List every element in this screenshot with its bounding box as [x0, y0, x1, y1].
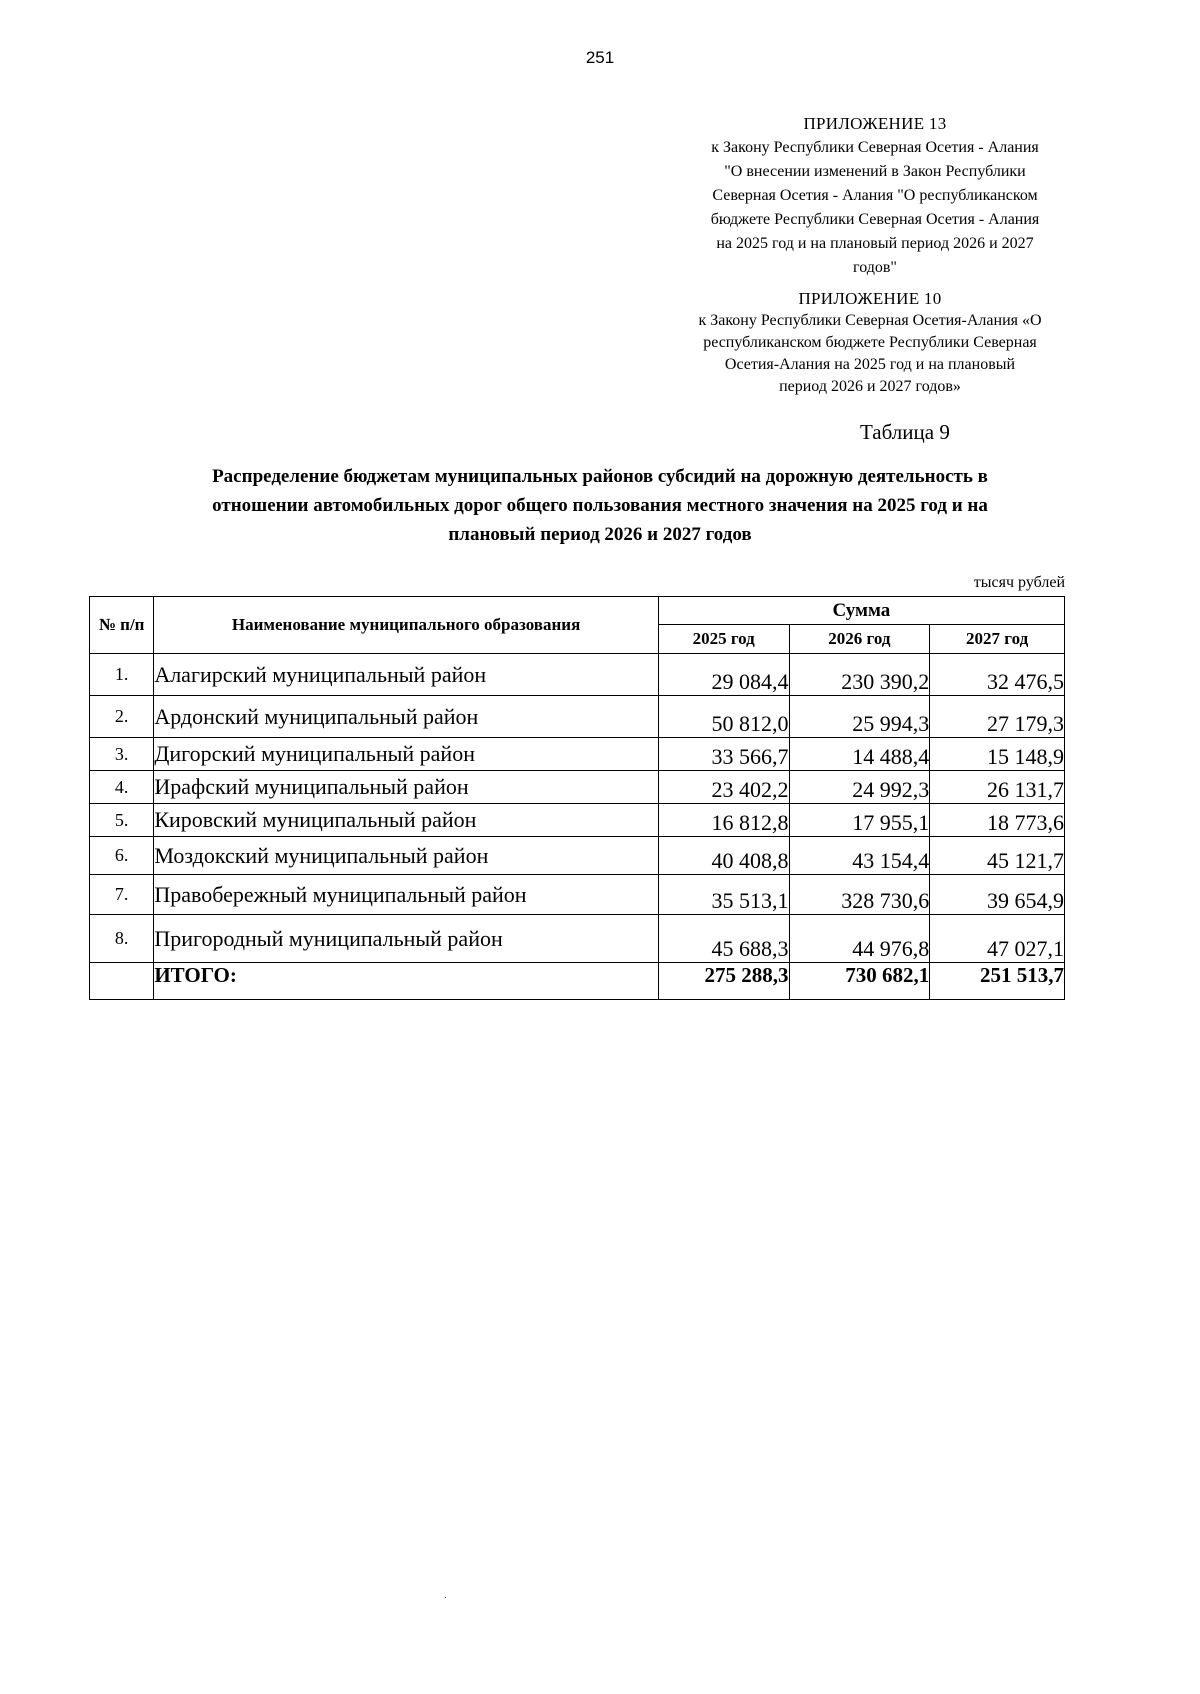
- row-num: 6.: [90, 837, 154, 875]
- appendix-13-line: бюджете Республики Северная Осетия - Алания: [710, 211, 1040, 228]
- row-value-2025: 40 408,8: [658, 837, 789, 875]
- row-value-2025: 16 812,8: [658, 804, 789, 837]
- row-value-2025: 50 812,0: [658, 696, 789, 738]
- header-num: № п/п: [90, 597, 154, 654]
- row-value-2026: 24 992,3: [789, 771, 930, 804]
- row-value-2027: 27 179,3: [930, 696, 1065, 738]
- row-value-2027: 32 476,5: [930, 654, 1065, 696]
- table-row: [90, 804, 1065, 837]
- document-title-line: плановый период 2026 и 2027 годов: [448, 524, 752, 545]
- table-row: [90, 738, 1065, 771]
- appendix-10-line: к Закону Республики Северная Осетия-Алания «О: [698, 312, 1042, 329]
- table-row: [90, 771, 1065, 804]
- appendix-10-block: [665, 288, 1075, 398]
- appendix-10-line: период 2026 и 2027 годов»: [779, 378, 961, 395]
- table-total-row: [90, 963, 1065, 1000]
- appendix-13-line: Северная Осетия - Алания "О республиканском: [712, 187, 1038, 204]
- row-value-2026: 328 730,6: [789, 875, 930, 915]
- row-value-2026: 17 955,1: [789, 804, 930, 837]
- row-name: Моздокский муниципальный район: [154, 837, 659, 875]
- units-label: тысяч рублей: [973, 574, 1065, 591]
- row-value-2027: 47 027,1: [930, 915, 1065, 963]
- row-value-2025: 45 688,3: [658, 915, 789, 963]
- table-row: [90, 915, 1065, 963]
- header-sum: Сумма: [658, 597, 1064, 625]
- total-value-2025: 275 288,3: [658, 963, 789, 1000]
- total-num-empty: [90, 963, 154, 1000]
- document-title: [110, 462, 1090, 549]
- row-value-2026: 43 154,4: [789, 837, 930, 875]
- row-value-2025: 29 084,4: [658, 654, 789, 696]
- row-value-2026: 230 390,2: [789, 654, 930, 696]
- table-row: [90, 875, 1065, 915]
- row-num: 1.: [90, 654, 154, 696]
- row-name: Пригородный муниципальный район: [154, 915, 659, 963]
- row-num: 3.: [90, 738, 154, 771]
- row-value-2027: 15 148,9: [930, 738, 1065, 771]
- appendix-10-line: Осетия-Алания на 2025 год и на плановый: [724, 356, 1016, 373]
- row-name: Дигорский муниципальный район: [154, 738, 659, 771]
- header-year-2025: 2025 год: [658, 625, 789, 654]
- row-num: 4.: [90, 771, 154, 804]
- row-value-2025: 23 402,2: [658, 771, 789, 804]
- row-value-2025: 33 566,7: [658, 738, 789, 771]
- row-name: Правобережный муниципальный район: [154, 875, 659, 915]
- total-label: ИТОГО:: [154, 963, 659, 1000]
- row-num: 7.: [90, 875, 154, 915]
- row-value-2026: 44 976,8: [789, 915, 930, 963]
- table-header-row: [90, 597, 1065, 625]
- table-label: Таблица 9: [860, 420, 950, 444]
- row-name: Ирафский муниципальный район: [154, 771, 659, 804]
- row-num: 2.: [90, 696, 154, 738]
- row-value-2027: 18 773,6: [930, 804, 1065, 837]
- appendix-13-title: ПРИЛОЖЕНИЕ 13: [803, 114, 947, 133]
- table-row: [90, 837, 1065, 875]
- appendix-13-line: на 2025 год и на плановый период 2026 и 2027: [716, 235, 1034, 252]
- document-title-line: отношении автомобильных дорог общего пользования местного значения на 2025 год и на: [212, 495, 988, 516]
- row-name: Ардонский муниципальный район: [154, 696, 659, 738]
- appendix-13-line: к Закону Республики Северная Осетия - Алания: [711, 139, 1039, 156]
- header-name: Наименование муниципального образования: [154, 597, 659, 654]
- table-row: [90, 696, 1065, 738]
- appendix-13-block: [670, 112, 1080, 280]
- table-row: [90, 654, 1065, 696]
- row-name: Алагирский муниципальный район: [154, 654, 659, 696]
- appendix-10-title: ПРИЛОЖЕНИЕ 10: [798, 289, 942, 308]
- page-number: 251: [585, 48, 615, 67]
- row-value-2025: 35 513,1: [658, 875, 789, 915]
- header-year-2027: 2027 год: [930, 625, 1065, 654]
- appendix-13-line: "О внесении изменений в Закон Республики: [724, 163, 1026, 180]
- row-value-2026: 25 994,3: [789, 696, 930, 738]
- header-year-2026: 2026 год: [789, 625, 930, 654]
- appendix-13-line: годов": [853, 259, 897, 276]
- appendix-10-line: республиканском бюджете Республики Северная: [703, 334, 1037, 351]
- row-num: 8.: [90, 915, 154, 963]
- document-title-line: Распределение бюджетам муниципальных районов субсидий на дорожную деятельность в: [212, 466, 988, 487]
- scan-artifact: [445, 1597, 446, 1598]
- row-value-2026: 14 488,4: [789, 738, 930, 771]
- subsidy-table: [89, 596, 1065, 1000]
- row-num: 5.: [90, 804, 154, 837]
- total-value-2026: 730 682,1: [789, 963, 930, 1000]
- row-name: Кировский муниципальный район: [154, 804, 659, 837]
- row-value-2027: 26 131,7: [930, 771, 1065, 804]
- total-value-2027: 251 513,7: [930, 963, 1065, 1000]
- row-value-2027: 45 121,7: [930, 837, 1065, 875]
- row-value-2027: 39 654,9: [930, 875, 1065, 915]
